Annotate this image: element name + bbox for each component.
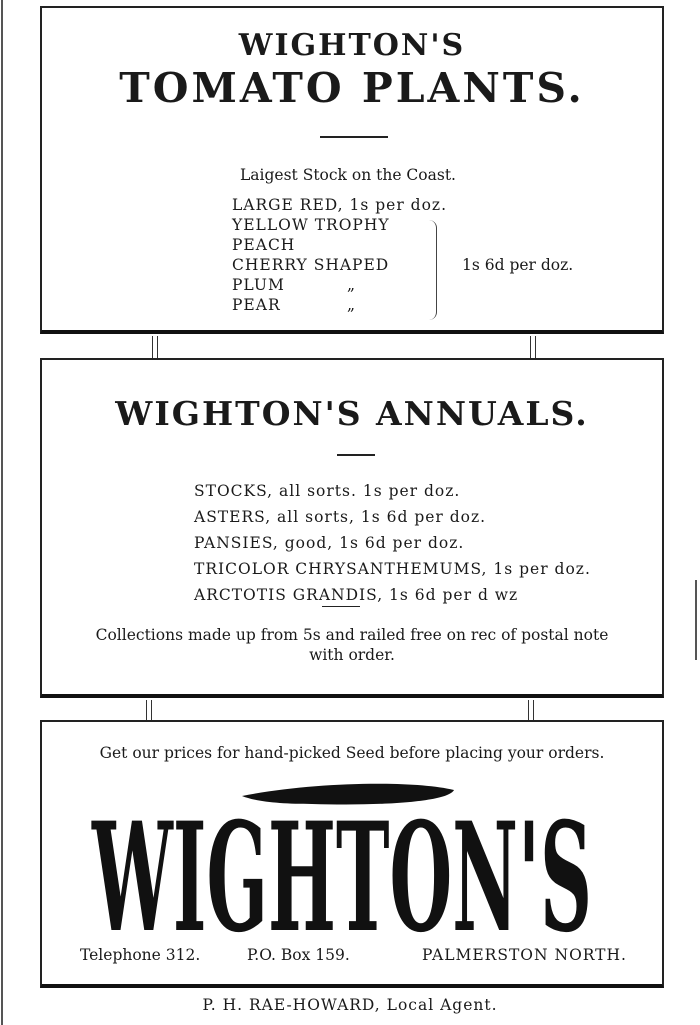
- ditto-mark-pear: „: [347, 296, 356, 314]
- wightons-logo: [82, 782, 642, 947]
- annuals-divider: [337, 454, 375, 456]
- location: PALMERSTON NORTH.: [422, 946, 627, 964]
- left-page-rule: [1, 0, 3, 1025]
- collections-note-line1: Collections made up from 5s and railed free on rec of postal note: [95, 626, 609, 644]
- tomato-item-yellow-trophy: YELLOW TROPHY: [232, 216, 390, 234]
- annuals-advert: [40, 358, 664, 698]
- local-agent: P. H. RAE-HOWARD, Local Agent.: [202, 996, 498, 1014]
- tomato-item-cherry-shaped: CHERRY SHAPED: [232, 256, 390, 274]
- price-bracket: [428, 220, 437, 320]
- tomato-item-peach: PEACH: [232, 236, 296, 254]
- tomato-item-plum: PLUM: [232, 276, 285, 294]
- tomato-intro: Laigest Stock on the Coast.: [240, 166, 456, 184]
- collections-note-line2: with order.: [309, 646, 395, 664]
- telephone: Telephone 312.: [80, 946, 201, 964]
- right-page-rule: [695, 580, 697, 660]
- ditto-mark-plum: „: [347, 276, 356, 294]
- connector-left-1: [152, 336, 158, 358]
- annuals-item-pansies: PANSIES, good, 1s 6d per doz.: [194, 534, 465, 552]
- seed-advert: [40, 720, 664, 988]
- tomato-divider: [320, 136, 388, 138]
- annuals-heading: WIGHTON'S ANNUALS.: [115, 394, 589, 433]
- tomato-item-pear: PEAR: [232, 296, 281, 314]
- logo-lettering: WIGHTON'S: [91, 790, 592, 947]
- connector-right-1: [530, 336, 536, 358]
- annuals-item-arctotis: ARCTOTIS GRANDIS, 1s 6d per d wz: [194, 586, 519, 604]
- connector-right-2: [528, 700, 534, 722]
- annuals-divider-2: [322, 606, 360, 607]
- tomato-plants-advert: [40, 6, 664, 334]
- tomato-item-large-red: LARGE RED, 1s per doz.: [232, 196, 448, 214]
- tomato-heading-line1: WIGHTON'S: [238, 28, 466, 63]
- annuals-item-chrysanthemums: TRICOLOR CHRYSANTHEMUMS, 1s per doz.: [194, 560, 591, 578]
- annuals-item-stocks: STOCKS, all sorts. 1s per doz.: [194, 482, 461, 500]
- connector-left-2: [146, 700, 152, 722]
- annuals-item-asters: ASTERS, all sorts, 1s 6d per doz.: [194, 508, 487, 526]
- seed-notice: Get our prices for hand-picked Seed before placing your orders.: [99, 744, 605, 762]
- po-box: P.O. Box 159.: [247, 946, 350, 964]
- tomato-heading-line2: TOMATO PLANTS.: [119, 64, 585, 112]
- group-price: 1s 6d per doz.: [462, 256, 574, 274]
